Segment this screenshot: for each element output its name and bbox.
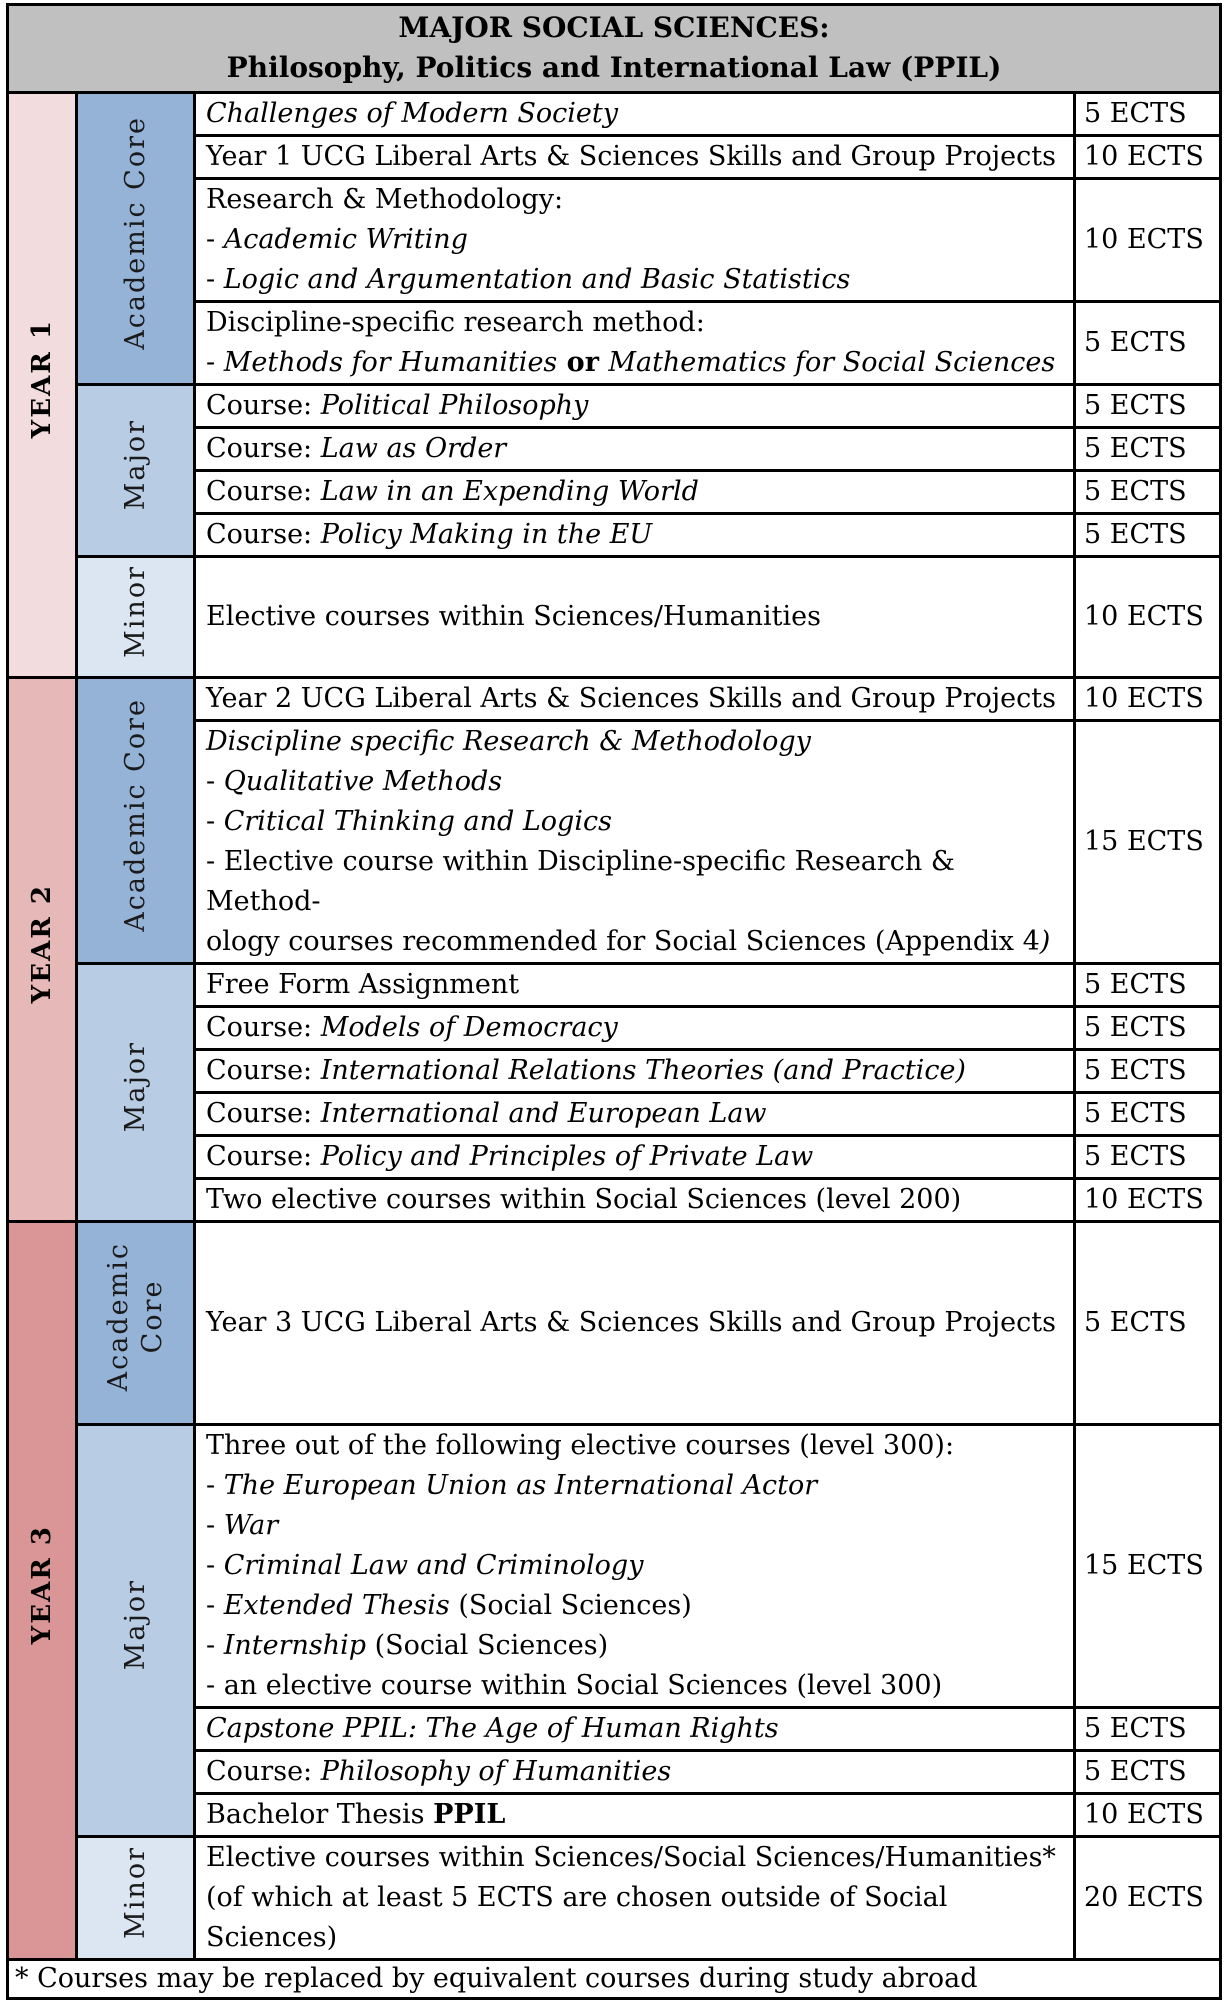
course-cell (195, 1794, 1075, 1837)
course-text: Course: (206, 1141, 321, 1172)
ects-value: 5 ECTS (1075, 428, 1221, 471)
course-line (206, 1709, 1063, 1749)
category-cell (77, 964, 195, 1222)
course-line (206, 137, 1063, 177)
course-text: Bachelor Thesis (206, 1799, 434, 1830)
course-text: Free Form Assignment (206, 969, 520, 1000)
category-label: Academic Core (102, 1242, 168, 1392)
course-line (206, 922, 1063, 962)
course-text: Two elective courses within Social Sciences (level 200) (206, 1184, 962, 1215)
course-text: (of which at least 5 ECTS are chosen outside of Social Sciences) (206, 1882, 948, 1953)
course-line (206, 515, 1063, 555)
course-text: (Social Sciences) (449, 1590, 692, 1621)
course-text: - Elective course within Discipline-specific Research & Method- (206, 846, 955, 917)
ects-value: 5 ECTS (1075, 1751, 1221, 1794)
category-cell (77, 678, 195, 964)
course-cell (195, 557, 1075, 678)
category-label: Major (119, 1578, 151, 1671)
course-line (206, 94, 1063, 134)
course-cell (195, 1425, 1075, 1708)
course-cell (195, 721, 1075, 964)
title-row (8, 5, 1221, 93)
footnote: * Courses may be replaced by equivalent courses during study abroad (8, 1960, 1221, 1999)
course-line (206, 965, 1063, 1005)
course-line (206, 1586, 1063, 1626)
category-label: Minor (119, 564, 151, 658)
ects-value: 5 ECTS (1075, 1007, 1221, 1050)
course-line (206, 429, 1063, 469)
course-cell (195, 1708, 1075, 1751)
course-text: - (206, 347, 224, 378)
course-line (206, 180, 1063, 220)
course-text: or (557, 347, 609, 378)
course-text: Three out of the following elective courses (level 300): (206, 1430, 955, 1461)
ects-value: 15 ECTS (1075, 721, 1221, 964)
course-line (206, 1752, 1063, 1792)
course-cell (195, 179, 1075, 302)
course-line (206, 343, 1063, 383)
course-text: Course: (206, 390, 321, 421)
course-text: Course: (206, 1055, 321, 1086)
course-text: - (206, 806, 224, 837)
course-text: - (206, 264, 224, 295)
course-text: War (223, 1510, 279, 1541)
course-text: Philosophy of Humanities (320, 1756, 672, 1787)
course-text: ) (1039, 926, 1051, 957)
year-label-cell (8, 93, 77, 678)
table-row (8, 1222, 1221, 1425)
ects-value: 5 ECTS (1075, 1093, 1221, 1136)
course-text: - (206, 1630, 224, 1661)
course-text: - (206, 1510, 224, 1541)
ects-value: 10 ECTS (1075, 1794, 1221, 1837)
course-text: International and European Law (320, 1098, 767, 1129)
course-text: - (206, 1590, 224, 1621)
category-cell (77, 557, 195, 678)
course-line (206, 1506, 1063, 1546)
course-text: PPIL (433, 1799, 506, 1830)
footnote-row (8, 1960, 1221, 1999)
course-text: Policy Making in the EU (320, 519, 653, 550)
course-line (206, 1878, 1063, 1958)
category-label: Academic Core (119, 115, 151, 350)
course-text: Course: (206, 519, 321, 550)
course-text: Discipline-specific research method: (206, 307, 705, 338)
course-text: Law in an Expending World (320, 476, 699, 507)
course-text: Year 3 UCG Liberal Arts & Sciences Skills and Group Projects (206, 1307, 1056, 1338)
course-text: Methods for Humanities (223, 347, 558, 378)
course-cell (195, 964, 1075, 1007)
table-row (8, 1425, 1221, 1708)
course-line (206, 1094, 1063, 1134)
course-cell (195, 514, 1075, 557)
ects-value: 10 ECTS (1075, 678, 1221, 721)
course-line (206, 472, 1063, 512)
table-row (8, 1837, 1221, 1960)
course-text: International Relations Theories (and Practice) (320, 1055, 966, 1086)
ects-value: 5 ECTS (1075, 1708, 1221, 1751)
course-line (206, 1795, 1063, 1835)
course-line (206, 1426, 1063, 1466)
course-cell (195, 1837, 1075, 1960)
course-cell (195, 1179, 1075, 1222)
table-row (8, 93, 1221, 136)
ects-value: 5 ECTS (1075, 93, 1221, 136)
ects-value: 5 ECTS (1075, 385, 1221, 428)
course-line (206, 1666, 1063, 1706)
course-line (206, 762, 1063, 802)
course-text: Elective courses within Sciences/Humanities (206, 601, 821, 632)
course-text: Course: (206, 1756, 321, 1787)
title-line-1: MAJOR SOCIAL SCIENCES: (398, 11, 830, 44)
course-text: Critical Thinking and Logics (223, 806, 612, 837)
year-label: YEAR 1 (27, 319, 57, 439)
course-text: Extended Thesis (223, 1590, 450, 1621)
course-text: - (206, 224, 224, 255)
course-line (206, 1838, 1063, 1878)
ects-value: 5 ECTS (1075, 1136, 1221, 1179)
course-line (206, 386, 1063, 426)
ects-value: 15 ECTS (1075, 1425, 1221, 1708)
course-line (206, 802, 1063, 842)
course-text: - (206, 1550, 224, 1581)
table-row (8, 678, 1221, 721)
course-cell (195, 471, 1075, 514)
table-row (8, 964, 1221, 1007)
course-text: - (206, 1470, 224, 1501)
course-cell (195, 1007, 1075, 1050)
course-text: Year 1 UCG Liberal Arts & Sciences Skills and Group Projects (206, 141, 1056, 172)
ects-value: 5 ECTS (1075, 302, 1221, 385)
course-line (206, 1137, 1063, 1177)
course-text: Course: (206, 476, 321, 507)
year-label: YEAR 2 (27, 883, 57, 1004)
course-line (206, 1546, 1063, 1586)
course-line (206, 1466, 1063, 1506)
course-text: Course: (206, 433, 321, 464)
course-text: Political Philosophy (320, 390, 589, 421)
course-text: Challenges of Modern Society (206, 98, 618, 129)
category-label: Academic Core (119, 697, 151, 932)
course-text: Mathematics for Social Sciences (608, 347, 1056, 378)
course-line (206, 1008, 1063, 1048)
category-cell (77, 385, 195, 557)
course-text: Models of Democracy (320, 1012, 618, 1043)
table-row (8, 557, 1221, 678)
category-label: Major (119, 1040, 151, 1133)
course-line (206, 1180, 1063, 1220)
ects-value: 20 ECTS (1075, 1837, 1221, 1960)
year-label: YEAR 3 (27, 1524, 57, 1645)
ects-value: 5 ECTS (1075, 1222, 1221, 1425)
course-text: Qualitative Methods (223, 766, 503, 797)
course-text: (Social Sciences) (366, 1630, 609, 1661)
course-cell (195, 302, 1075, 385)
course-text: - an elective course within Social Sciences (level 300) (206, 1670, 943, 1701)
course-line (206, 842, 1063, 922)
course-text: Research & Methodology: (206, 184, 564, 215)
course-text: Policy and Principles of Private Law (320, 1141, 814, 1172)
course-cell (195, 428, 1075, 471)
course-text: Law as Order (320, 433, 507, 464)
category-cell (77, 1837, 195, 1960)
category-label: Minor (119, 1845, 151, 1939)
course-line (206, 597, 1063, 637)
course-line (206, 722, 1063, 762)
page-title (8, 5, 1221, 93)
course-text: Discipline specific Research & Methodology (206, 726, 811, 757)
course-text: Elective courses within Sciences/Social Sciences/Humanities* (206, 1842, 1056, 1873)
course-line (206, 1303, 1063, 1343)
course-cell (195, 93, 1075, 136)
course-text: Academic Writing (223, 224, 468, 255)
ects-value: 10 ECTS (1075, 136, 1221, 179)
course-text: - (206, 766, 224, 797)
ects-value: 10 ECTS (1075, 179, 1221, 302)
course-cell (195, 1222, 1075, 1425)
course-text: Criminal Law and Criminology (223, 1550, 644, 1581)
course-cell (195, 1136, 1075, 1179)
course-text: Logic and Argumentation and Basic Statistics (223, 264, 851, 295)
course-line (206, 679, 1063, 719)
ects-value: 5 ECTS (1075, 1050, 1221, 1093)
course-text: The European Union as International Actor (223, 1470, 818, 1501)
category-cell (77, 93, 195, 385)
ects-value: 5 ECTS (1075, 514, 1221, 557)
course-line (206, 303, 1063, 343)
course-text: ology courses recommended for Social Sciences (Appendix 4 (206, 926, 1040, 957)
course-cell (195, 678, 1075, 721)
category-cell (77, 1222, 195, 1425)
course-line (206, 1051, 1063, 1091)
category-label: Major (119, 418, 151, 511)
ects-value: 5 ECTS (1075, 964, 1221, 1007)
course-cell (195, 1751, 1075, 1794)
course-text: Capstone PPIL: The Age of Human Rights (206, 1713, 779, 1744)
course-line (206, 260, 1063, 300)
curriculum-table (6, 3, 1222, 2000)
title-line-2: Philosophy, Politics and International Law (PPIL) (226, 51, 1002, 84)
course-text: Course: (206, 1098, 321, 1129)
course-cell (195, 385, 1075, 428)
category-cell (77, 1425, 195, 1837)
ects-value: 10 ECTS (1075, 1179, 1221, 1222)
ects-value: 10 ECTS (1075, 557, 1221, 678)
course-text: Course: (206, 1012, 321, 1043)
course-line (206, 220, 1063, 260)
course-cell (195, 136, 1075, 179)
ects-value: 5 ECTS (1075, 471, 1221, 514)
year-label-cell (8, 1222, 77, 1960)
course-text: Year 2 UCG Liberal Arts & Sciences Skills and Group Projects (206, 683, 1056, 714)
course-text: Internship (223, 1630, 367, 1661)
course-cell (195, 1050, 1075, 1093)
course-cell (195, 1093, 1075, 1136)
course-line (206, 1626, 1063, 1666)
table-row (8, 385, 1221, 428)
year-label-cell (8, 678, 77, 1222)
